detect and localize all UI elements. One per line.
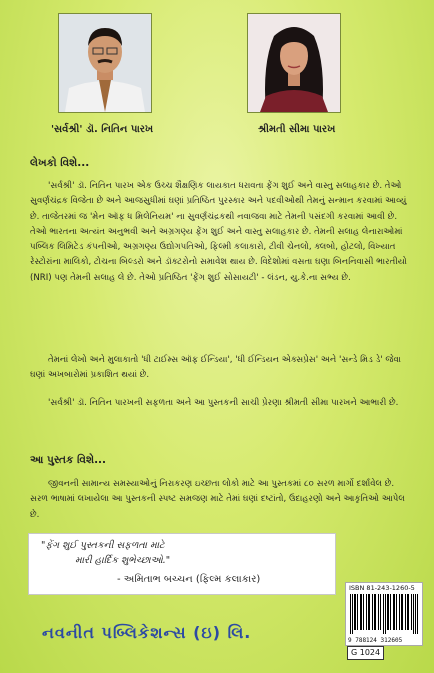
about-authors-paragraph-2: તેમનાં લેખો અને મુલાકાતો 'ધી ટાઈમ્સ ઑફ ઈન્ડિયા', 'ધી ઈન્ડિયન એક્સપ્રેસ' અને 'સન્ડે મિડ ડે' જેવા ઘણાં અખબારોમાં પ્રકાશિત થયાં છે.	[30, 355, 401, 381]
barcode-number: 9 788124 312605	[348, 637, 403, 644]
endorsement-quote-box	[28, 533, 336, 595]
photo-caption-nitin: 'સર્વશ્રી' ડૉ. નિતિન પારખ	[51, 124, 154, 135]
author-photo-seema	[247, 13, 341, 113]
quote-line-1: "ફેંગ શુઈ પુસ્તકની સફળતા માટે	[41, 540, 165, 551]
book-code: G 1024	[347, 646, 384, 660]
about-book-paragraph: જીવનની સામાન્ય સમસ્યાઓનું નિરાકરણ ઇચ્છતા લોકો માટે આ પુસ્તકમાં ૮૦ સરળ માર્ગો દર્શાવેલ છે. સરળ ભાષામાં લખાયેલા આ પુસ્તકની સ્પષ્ટ સમજણ માટે તેમાં ઘણાં દષ્ટાંતો, ઉદાહરણો અને આકૃતિઓ આપેલ છે.	[30, 479, 405, 520]
about-authors-paragraph-3: 'સર્વશ્રી' ડૉ. નિતિન પારખની સફળતા અને આ પુસ્તકની સાચી પ્રેરણા શ્રીમતી સીમા પારખને આભારી છે.	[48, 398, 399, 408]
author-photo-nitin	[58, 13, 152, 113]
about-authors-heading: લેખકો વિશે...	[30, 157, 90, 169]
isbn-label: ISBN 81-243-1260-5	[349, 584, 415, 592]
quote-signature: - અમિતાભ બચ્ચન (ફિલ્મ કલાકાર)	[117, 574, 261, 585]
about-book-heading: આ પુસ્તક વિશે...	[30, 454, 107, 466]
barcode-icon	[350, 594, 418, 634]
about-authors-paragraph-1: 'સર્વશ્રી' ડૉ. નિતિન પારખ એક ઉચ્ચ શૈક્ષણિક લાયકાત ધરાવતા ફેંગ શુઈ અને વાસ્તુ સલાહકાર છે. તેઓ સુવર્ણચંદ્રક વિજેતા છે અને આજસુધીમાં ઘણાં પ્રતિષ્ઠિત પુરસ્કાર અને પદવીઓથી તેમનું સન્માન કરવામાં આવ્યું છે. તાજેતરમાં જ 'મેન ઑફ ધ મિલેનિયમ' ના સુવર્ણચંદ્રકથી નવાજવા માટે તેમની પસંદગી કરવામાં આવી છે. તેઓ ભારતના અત્યંત અનુભવી અને અગ્રગણ્ય ફેંગ શુઈ અને વાસ્તુ સલાહકાર છે. તેમની સલાહ લેનારાઓમાં પબ્લિક લિમિટેડ કંપનીઓ, અગ્રગણ્ય ઉદ્યોગપતિઓ, ફિલ્મી કલાકારો, ટીવી ચેનલો, ક્લબો, હોટલો, વિખ્યાત રેસ્ટોરાંના માલિકો, ટોચના બિલ્ડરો અને ડૉક્ટરોનો સમાવેશ થાય છે. વિદેશોમાં વસતા ઘણા બિનનિવાસી ભારતીયો (NRI) પણ તેમની સલાહ લે છે. તેઓ પ્રતિષ્ઠિત 'ફેંગ શુઈ સોસાયટી' - લંડન, યુ.કે.ના સભ્ય છે.	[30, 181, 407, 283]
isbn-barcode-box	[345, 582, 423, 646]
quote-line-2: મારી હાર્દિક શુભેચ્છાઓ."	[75, 555, 171, 566]
publisher-name: નવનીત પબ્લિકેશન્સ (ઇ) લિ.	[42, 623, 252, 642]
photo-caption-seema: શ્રીમતી સીમા પારખ	[258, 124, 336, 135]
